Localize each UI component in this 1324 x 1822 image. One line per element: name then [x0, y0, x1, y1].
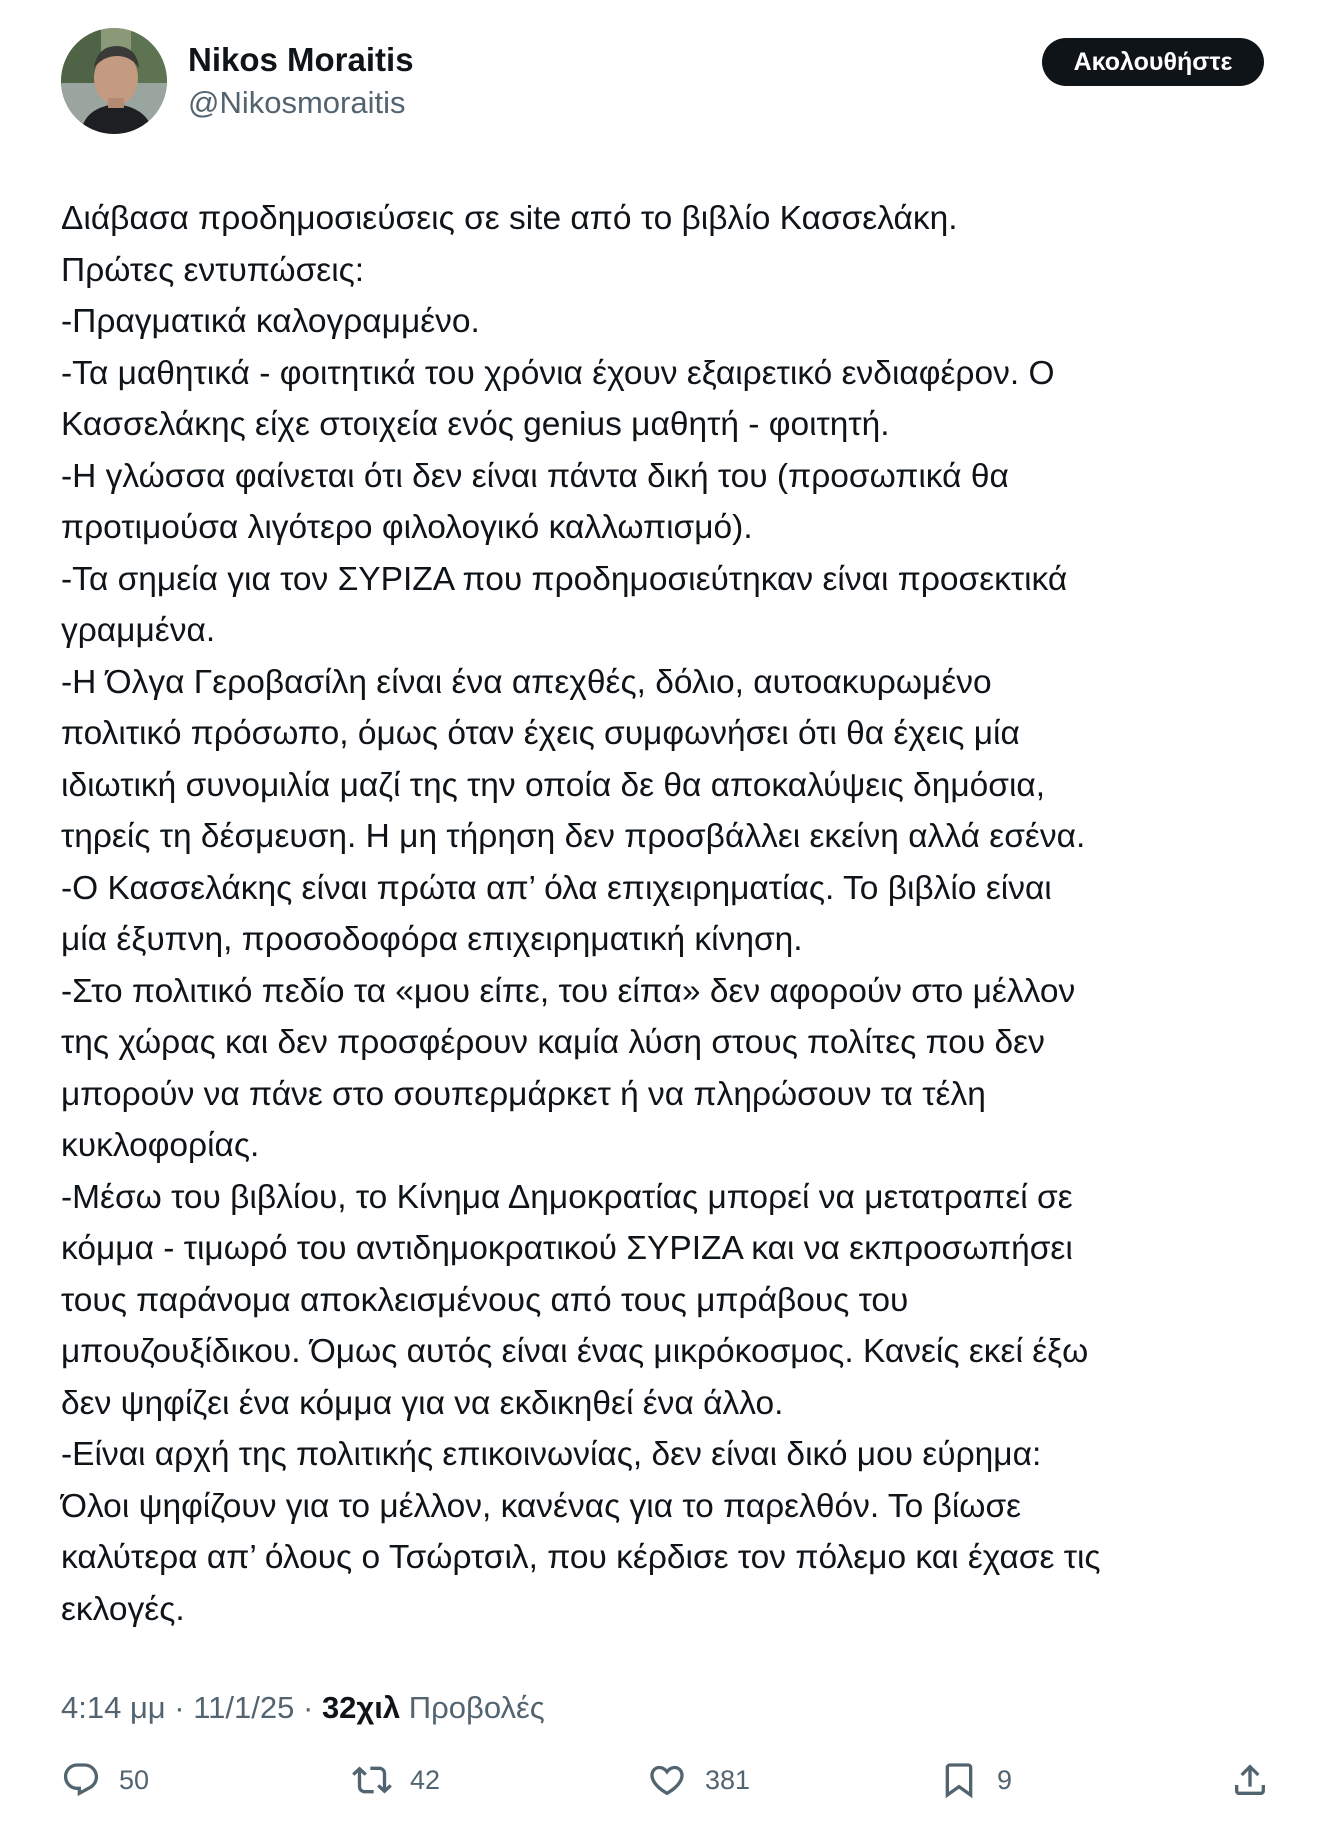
tweet-text-line: τηρείς τη δέσμευση. Η μη τήρηση δεν προσβάλλει εκείνη αλλά εσένα.: [61, 818, 1086, 855]
tweet-text-line: Όλοι ψηφίζουν για το μέλλον, κανένας για το παρελθόν. Το βίωσε: [61, 1487, 1022, 1525]
meta-separator: ·: [165, 1690, 194, 1725]
tweet-text-line: κόμμα - τιμωρό του αντιδημοκρατικού ΣΥΡΙΖΑ και να εκπροσωπήσει: [61, 1230, 1073, 1267]
tweet-text-line: -Πραγματικά καλογραμμένο.: [61, 303, 480, 340]
tweet-text-line: -Η γλώσσα φαίνεται ότι δεν είναι πάντα δική του (προσωπικά θα: [61, 457, 1009, 495]
reply-icon: [61, 1760, 101, 1800]
retweet-button[interactable]: [352, 1758, 440, 1802]
tweet-meta: [61, 1689, 545, 1727]
tweet-text-line: -Τα μαθητικά - φοιτητικά του χρόνια έχουν εξαιρετικό ενδιαφέρον. Ο: [61, 354, 1055, 392]
tweet-text-line: -Τα σημεία για τον ΣΥΡΙΖΑ που προδημοσιεύτηκαν είναι προσεκτικά: [61, 560, 1068, 598]
retweet-count: 42: [410, 1765, 441, 1795]
views-label[interactable]: Προβολές: [400, 1690, 545, 1725]
reply-button[interactable]: [61, 1758, 149, 1802]
tweet-text: [61, 193, 1281, 1635]
tweet-text-line: μπουζουξίδικου. Όμως αυτός είναι ένας μικρόκοσμος. Κανείς εκεί έξω: [61, 1333, 1089, 1370]
tweet-text-line: πολιτικό πρόσωπο, όμως όταν έχεις συμφωνήσει ότι θα έχεις μία: [61, 715, 1020, 752]
tweet-text-line: της χώρας και δεν προσφέρουν καμία λύση στους πολίτες που δεν: [61, 1024, 1045, 1061]
share-button[interactable]: [1230, 1758, 1270, 1802]
tweet-text-line: κυκλοφορίας.: [61, 1127, 260, 1164]
tweet-text-line: -Η Όλγα Γεροβασίλη είναι ένα απεχθές, δόλιο, αυτοακυρωμένο: [61, 663, 992, 701]
tweet-text-line: -Είναι αρχή της πολιτικής επικοινωνίας, δεν είναι δικό μου εύρημα:: [61, 1436, 1042, 1473]
tweet-text-line: Πρώτες εντυπώσεις:: [61, 251, 365, 289]
author-handle[interactable]: @Nikosmoraitis: [188, 85, 406, 120]
bookmark-button[interactable]: [939, 1758, 1012, 1802]
share-icon: [1230, 1760, 1270, 1800]
reply-count: 50: [119, 1765, 150, 1795]
views-count[interactable]: 32χιλ: [321, 1690, 401, 1725]
tweet-text-line: -Ο Κασσελάκης είναι πρώτα απ’ όλα επιχειρηματίας. Το βιβλίο είναι: [61, 869, 1052, 907]
tweet-text-line: προτιμούσα λιγότερο φιλολογικό καλλωπισμό).: [61, 509, 753, 546]
like-button[interactable]: [647, 1758, 750, 1802]
tweet-text-line: ιδιωτική συνομιλία μαζί της την οποία δε θα αποκαλύψεις δημόσια,: [61, 766, 1046, 804]
tweet-text-line: Κασσελάκης είχε στοιχεία ενός genius μαθητή - φοιτητή.: [61, 406, 890, 443]
meta-separator: ·: [294, 1690, 322, 1725]
bookmark-count: 9: [997, 1765, 1013, 1795]
avatar-image: [61, 28, 167, 134]
tweet-text-line: γραμμένα.: [61, 612, 216, 649]
tweet-text-line: τους παράνομα αποκλεισμένους από τους μπράβους του: [61, 1281, 909, 1319]
heart-icon: [647, 1760, 687, 1800]
bookmark-icon: [939, 1760, 979, 1800]
retweet-icon: [352, 1760, 392, 1800]
like-count: 381: [705, 1765, 751, 1795]
tweet-date[interactable]: 11/1/25: [193, 1690, 295, 1725]
tweet-text-line: -Μέσω του βιβλίου, το Κίνημα Δημοκρατίας μπορεί να μετατραπεί σε: [61, 1178, 1073, 1216]
tweet-text-line: Διάβασα προδημοσιεύσεις σε site από το βιβλίο Κασσελάκη.: [61, 200, 958, 237]
tweet-text-line: -Στο πολιτικό πεδίο τα «μου είπε, του είπα» δεν αφορούν στο μέλλον: [61, 972, 1076, 1010]
tweet-time[interactable]: 4:14 μμ: [61, 1690, 166, 1725]
avatar[interactable]: [61, 28, 167, 134]
follow-button[interactable]: Ακολουθήστε: [1042, 38, 1264, 86]
author-name[interactable]: Nikos Moraitis: [188, 41, 414, 78]
tweet-text-line: καλύτερα απ’ όλους ο Τσώρτσιλ, που κέρδισε τον πόλεμο και έχασε τις: [61, 1539, 1101, 1576]
tweet-text-line: δεν ψηφίζει ένα κόμμα για να εκδικηθεί ένα άλλο.: [61, 1384, 784, 1422]
tweet-text-line: μία έξυπνη, προσοδοφόρα επιχειρηματική κίνηση.: [61, 921, 803, 958]
tweet-text-line: μπορούν να πάνε στο σουπερμάρκετ ή να πληρώσουν τα τέλη: [61, 1075, 986, 1113]
tweet-text-line: εκλογές.: [61, 1590, 185, 1628]
